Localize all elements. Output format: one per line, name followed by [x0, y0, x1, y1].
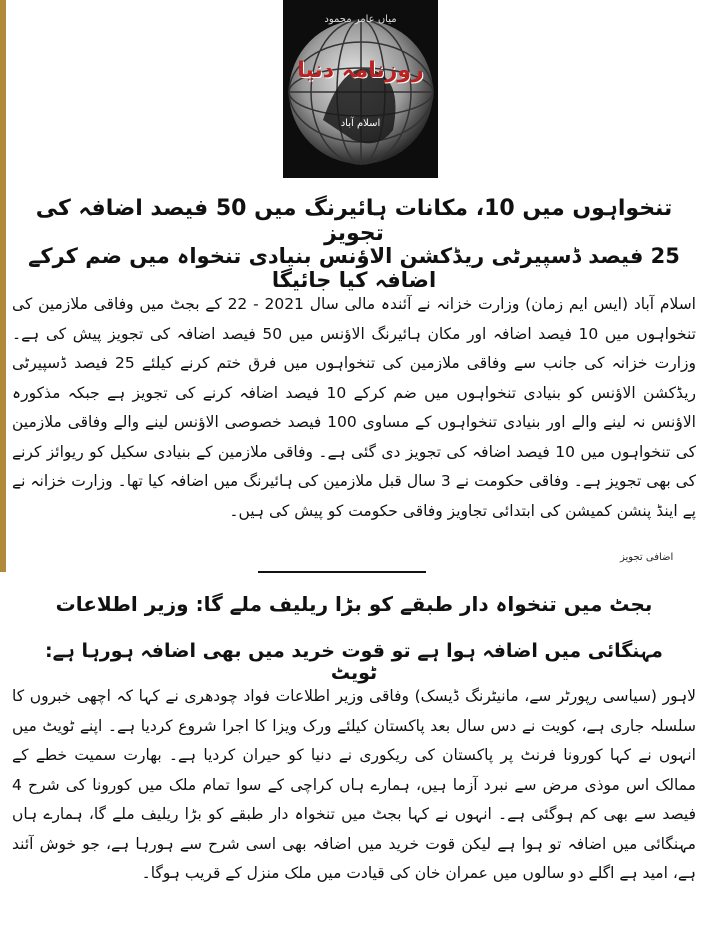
- newspaper-masthead: [283, 0, 438, 178]
- article2-body: لاہور (سیاسی رپورٹر سے، مانیٹرنگ ڈیسک) وفاقی وزیر اطلاعات فواد چودھری نے کہا کہ اچھی خبروں کا سلسلہ جاری ہے، کویت نے دس سال بعد پاکستان کیلئے ورک ویزا کا اجرا شروع کردیا ہے۔ اپنے ٹویٹ میں انہوں نے کہا کورونا فرنٹ پر پاکستان کی ریکوری نے دنیا کو حیران کردیا ہے۔ بھارت سمیت خطے کے ممالک اس موذی مرض سے نبرد آزما ہیں، ہمارے ہاں کراچی کے سوا تمام ملک میں کورونا کی شرح 4 فیصد سے بھی کم ہوگئی ہے۔ انہوں نے کہا بجٹ میں تنخواہ دار طبقے کو بڑا ریلیف ملے گا، ہمارے ہاں مہنگائی میں اضافہ تو ہوا ہے لیکن قوت خرید میں اضافہ بھی اسی شرح سے ہورہا ہے، جو خوش آئند ہے، امید ہے اگلے دو سالوں میں عمران خان کی قیادت میں ملک منزل کے قریب ہوگا۔: [12, 687, 696, 882]
- article-divider: [258, 571, 426, 573]
- article1-subheadline: 25 فیصد ڈسپیرٹی ریڈکشن الاؤنس بنیادی تنخواہ میں ضم کرکے اضافہ کیا جائیگا: [28, 244, 680, 292]
- left-margin-rule: [0, 0, 6, 572]
- article2-subheadline: مہنگائی میں اضافہ ہوا ہے تو قوت خرید میں بھی اضافہ ہورہا ہے: ٹویٹ: [45, 640, 663, 684]
- article1-byline: اضافی تجویز: [620, 552, 674, 563]
- article1-body: اسلام آباد (ایس ایم زمان) وزارت خزانہ نے آئندہ مالی سال 2021 - 22 کے بجٹ میں وفاقی ملازمین کی تنخواہوں میں 10 فیصد اضافہ اور مکان ہائیرنگ الاؤنس میں 50 فیصد اضافہ کی تجویز پیش کی ہے۔ وزارت خزانہ کی جانب سے وفاقی ملازمین کی تنخواہوں میں فرق ختم کرنے کیلئے 25 فیصد ڈسپیرٹی ریڈکشن الاؤنس کو بنیادی تنخواہوں میں ضم کرکے 10 فیصد اضافہ کرنے کی تجویز ہے جبکہ مذکورہ الاؤنس نہ لینے والے اور بنیادی تنخواہوں کے مساوی 100 فیصد خصوصی الاؤنس لینے والے وفاقی ملازمین کی تنخواہوں میں 10 فیصد اضافہ کی تجویز دی گئی ہے۔ وفاقی ملازمین کے بنیادی سکیل کو ریوائز کرنے کی بھی تجویز ہے۔ وفاقی حکومت نے 3 سال قبل ملازمین کی ہائیرنگ میں اضافہ کیا تھا۔ وزارت خزانہ نے پے اینڈ پنشن کمیشن کی ابتدائی تجاویز وفاقی حکومت کو پیش کی ہیں۔: [12, 295, 696, 520]
- masthead-tagline: میاں عامر محمود: [324, 14, 397, 25]
- article2-headline: بجٹ میں تنخواہ دار طبقے کو بڑا ریلیف ملے گا: وزیر اطلاعات: [55, 592, 653, 616]
- masthead-city: اسلام آباد: [340, 118, 381, 129]
- article1-headline: تنخواہوں میں 10، مکانات ہائیرنگ میں 50 فیصد اضافہ کی تجویز: [35, 196, 673, 246]
- masthead-title: روزنامہ دنیا: [297, 58, 424, 83]
- globe-logo-icon: [283, 0, 438, 178]
